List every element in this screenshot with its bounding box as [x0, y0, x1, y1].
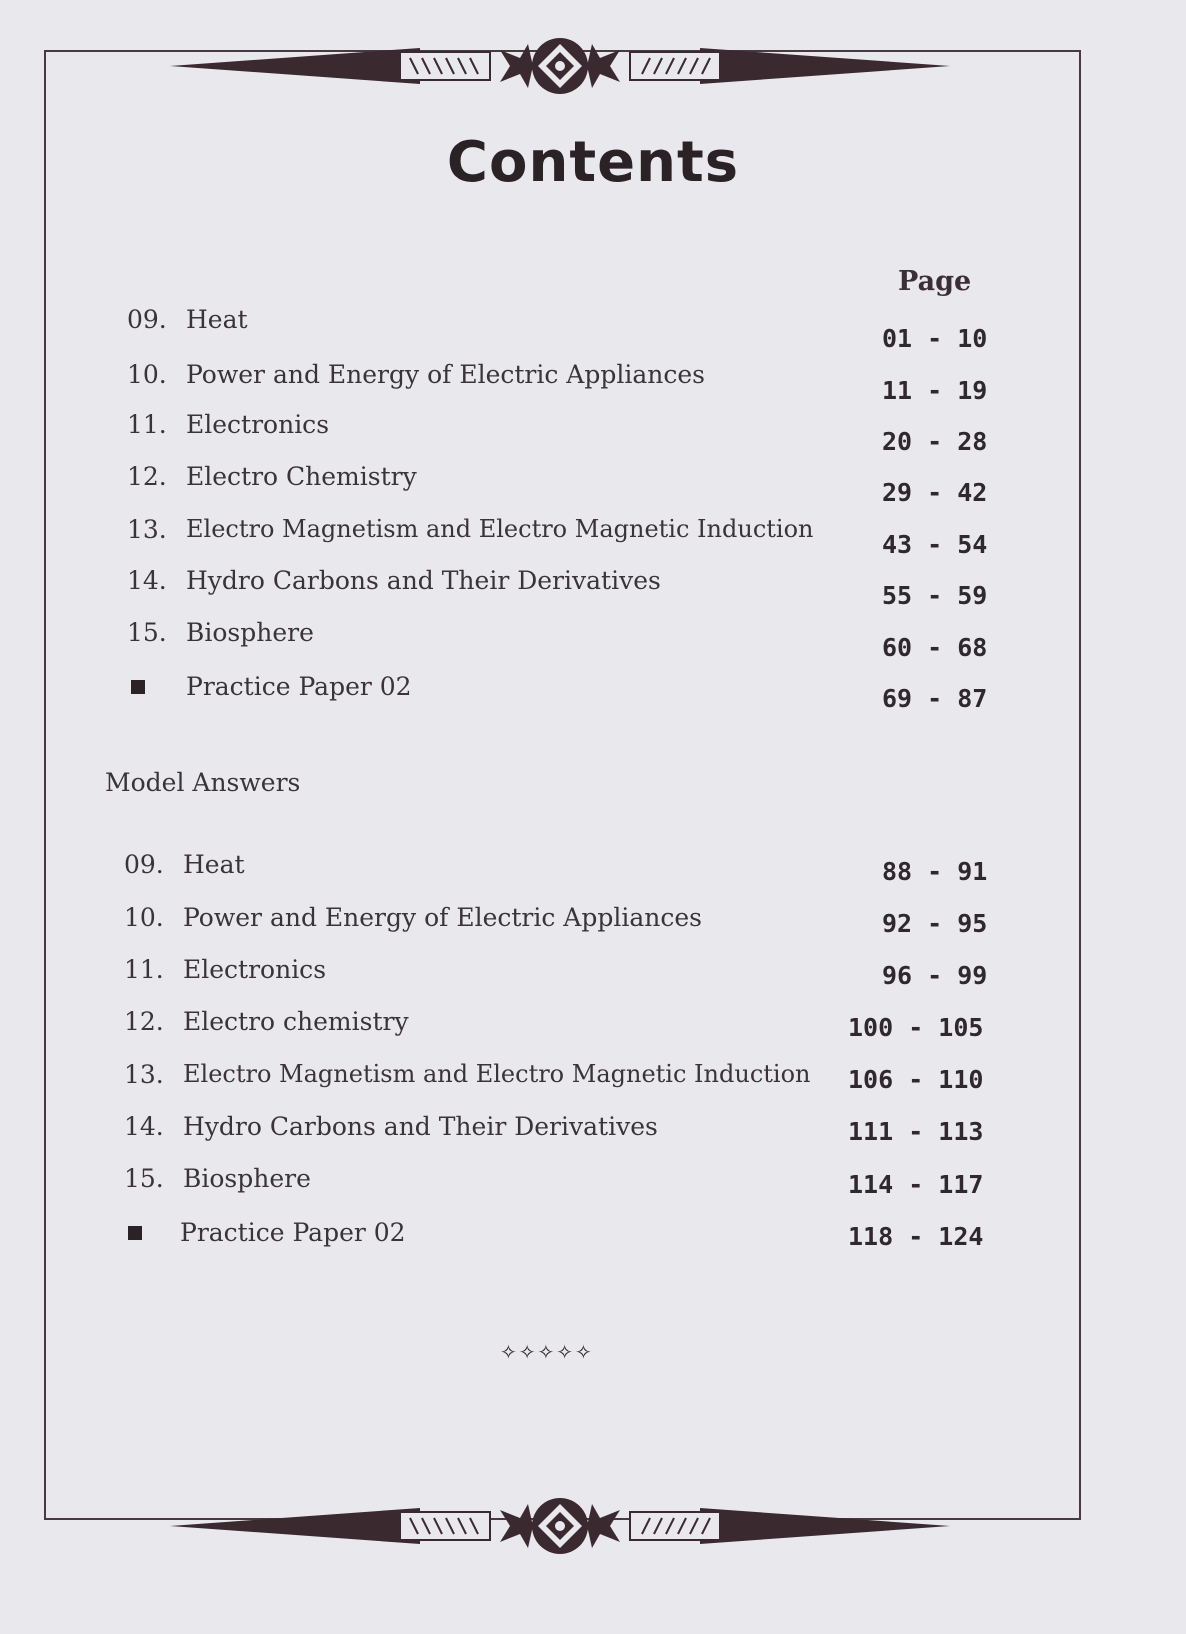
entry-label: Hydro Carbons and Their Derivatives: [186, 566, 661, 595]
entry-number: 11.: [127, 410, 167, 439]
entry-pages: 69 - 87: [882, 684, 988, 713]
entry-number: 10.: [124, 903, 164, 932]
entry-label: Heat: [183, 850, 245, 879]
entry-pages: 43 - 54: [882, 530, 988, 559]
entry-pages: 114 - 117: [848, 1170, 984, 1199]
entry-pages: 20 - 28: [882, 427, 988, 456]
page-title: Contents: [446, 130, 740, 195]
toc-entry[interactable]: [127, 618, 827, 658]
entry-number: 15.: [124, 1164, 164, 1193]
toc-entry[interactable]: [124, 1218, 824, 1258]
entry-pages: 55 - 59: [882, 581, 988, 610]
entry-label: Biosphere: [183, 1164, 311, 1193]
entry-pages: 11 - 19: [882, 376, 988, 405]
entry-pages: 106 - 110: [848, 1065, 984, 1094]
toc-entry[interactable]: [127, 462, 827, 502]
entry-label: Practice Paper 02: [180, 1218, 406, 1247]
bottom-ornament-icon: [170, 1496, 950, 1556]
entry-label: Power and Energy of Electric Appliances: [183, 903, 702, 932]
entry-number: 11.: [124, 955, 164, 984]
entry-label: Electro Chemistry: [186, 462, 417, 491]
entry-number: 12.: [127, 462, 167, 491]
toc-entry[interactable]: [124, 1164, 824, 1204]
entry-number: 14.: [127, 566, 167, 595]
entry-pages: 88 - 91: [882, 857, 988, 886]
square-bullet-icon: [128, 1226, 142, 1240]
entry-number: 10.: [127, 360, 167, 389]
toc-entry[interactable]: [124, 903, 824, 943]
entry-number: 13.: [124, 1060, 164, 1089]
toc-entry[interactable]: [127, 672, 827, 712]
entry-number: 14.: [124, 1112, 164, 1141]
entry-label: Electro chemistry: [183, 1007, 409, 1036]
toc-entry[interactable]: [124, 850, 824, 890]
entry-pages: 100 - 105: [848, 1013, 984, 1042]
entry-label: Electronics: [183, 955, 327, 984]
entry-label: Electro Magnetism and Electro Magnetic Induction: [183, 1060, 811, 1088]
entry-label: Practice Paper 02: [186, 672, 412, 701]
entry-label: Electro Magnetism and Electro Magnetic Induction: [186, 515, 814, 543]
entry-number: 09.: [124, 850, 164, 879]
toc-entry[interactable]: [127, 515, 847, 555]
entry-pages: 118 - 124: [848, 1222, 984, 1251]
entry-number: 09.: [127, 305, 167, 334]
entry-pages: 29 - 42: [882, 478, 988, 507]
end-mark-diamonds-icon: ✧✧✧✧✧: [500, 1340, 594, 1364]
entry-pages: 01 - 10: [882, 324, 988, 353]
entry-number: 15.: [127, 618, 167, 647]
top-ornament-icon: [170, 36, 950, 96]
toc-entry[interactable]: [127, 566, 827, 606]
entry-label: Electronics: [186, 410, 330, 439]
entry-pages: 111 - 113: [848, 1117, 984, 1146]
square-bullet-icon: [131, 680, 145, 694]
toc-entry[interactable]: [124, 1007, 824, 1047]
toc-entry[interactable]: [124, 1060, 844, 1100]
toc-entry[interactable]: [127, 410, 827, 450]
toc-entry[interactable]: [127, 305, 827, 345]
toc-entry[interactable]: [124, 955, 824, 995]
entry-label: Hydro Carbons and Their Derivatives: [183, 1112, 658, 1141]
toc-entry[interactable]: [127, 360, 827, 400]
entry-label: Power and Energy of Electric Appliances: [186, 360, 705, 389]
entry-number: 13.: [127, 515, 167, 544]
page-column-header: Page: [898, 266, 972, 297]
entry-pages: 60 - 68: [882, 633, 988, 662]
entry-pages: 96 - 99: [882, 961, 988, 990]
model-answers-heading: Model Answers: [105, 768, 301, 797]
toc-entry[interactable]: [124, 1112, 824, 1152]
entry-label: Biosphere: [186, 618, 314, 647]
entry-label: Heat: [186, 305, 248, 334]
entry-pages: 92 - 95: [882, 909, 988, 938]
entry-number: 12.: [124, 1007, 164, 1036]
